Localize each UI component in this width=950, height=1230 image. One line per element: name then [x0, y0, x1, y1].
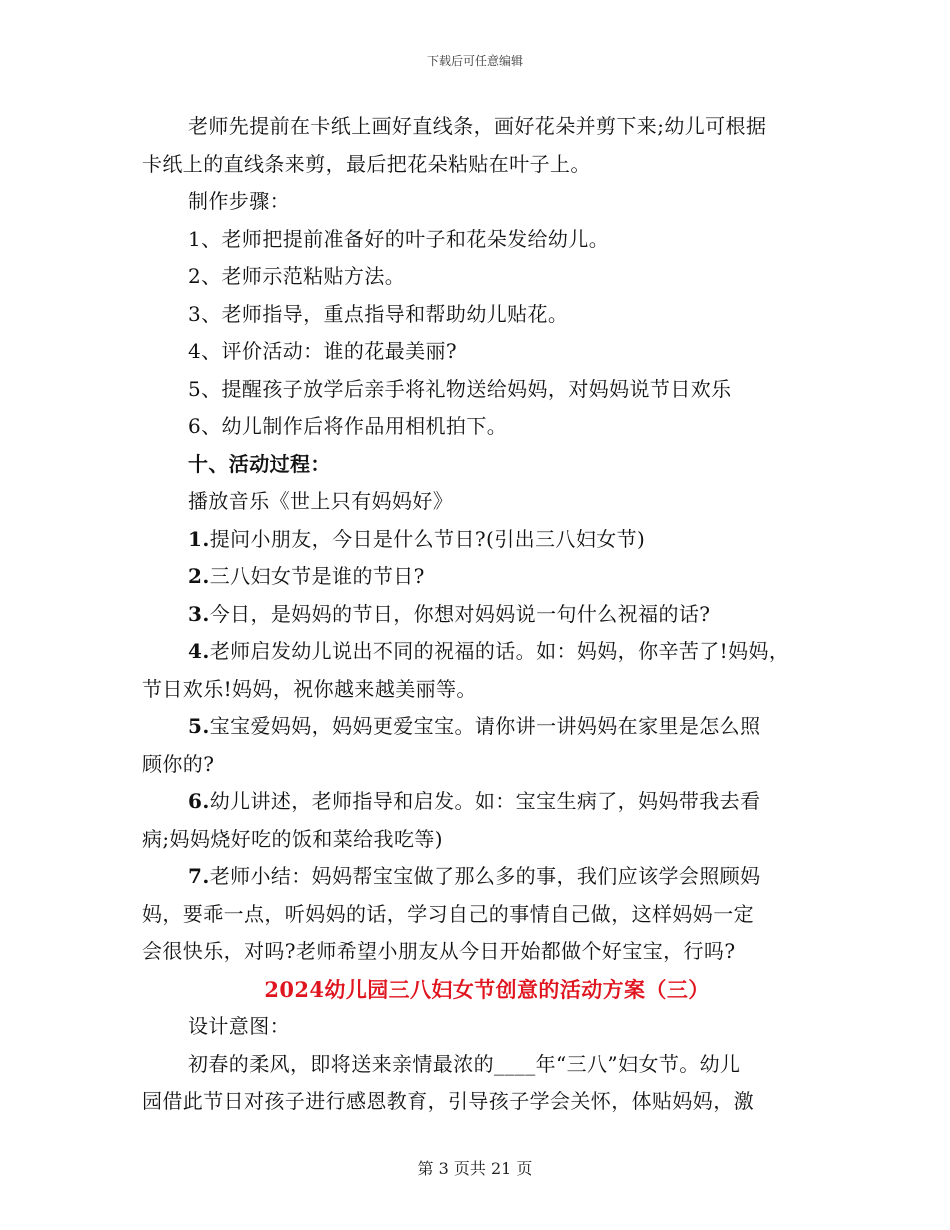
design-title: 设计意图： [188, 1014, 290, 1038]
paragraph-line: 病;妈妈烧好吃的饭和菜给我吃等) [142, 826, 443, 851]
question-number: 1. [188, 526, 210, 551]
question-item [142, 521, 822, 559]
section-heading: 十、活动过程： [188, 451, 331, 476]
question-item [142, 858, 822, 896]
question-number: 3. [188, 601, 210, 626]
question-item [142, 708, 822, 746]
question-item [142, 558, 822, 596]
question-text: 老师启发幼儿说出不同的祝福的话。如：妈妈，你辛苦了!妈妈， [209, 639, 790, 663]
question-number: 4. [188, 639, 210, 663]
music-line: 播放音乐《世上只有妈妈好》 [188, 489, 454, 513]
question-text: 今日，是妈妈的节日，你想对妈妈说一句什么祝福的话? [209, 601, 711, 626]
paragraph-line: 节日欢乐!妈妈，祝你越来越美丽等。 [142, 676, 477, 701]
paragraph-line: 会很快乐，对吗?老师希望小朋友从今日开始都做个好宝宝，行吗? [142, 939, 736, 963]
question-number: 7. [188, 864, 210, 888]
paragraph-line: 老师先提前在卡纸上画好直线条，画好花朵并剪下来;幼儿可根据 [188, 114, 767, 138]
question-text: 三八妇女节是谁的节日? [209, 564, 425, 588]
paragraph-line: 妈，要乖一点，听妈妈的话，学习自己的事情自己做，这样妈妈一定 [142, 901, 754, 926]
question-item [142, 633, 822, 671]
step-item: 3、老师指导，重点指导和帮助幼儿贴花。 [188, 301, 569, 326]
page-header: 下载后可任意编辑 [426, 54, 523, 68]
document-body [142, 108, 822, 1121]
question-number: 6. [188, 789, 210, 813]
paragraph-line: 卡纸上的直线条来剪，最后把花朵粘贴在叶子上。 [142, 151, 591, 176]
question-number: 2. [188, 564, 210, 588]
question-number: 5. [188, 714, 210, 738]
page-footer: 第 3 页共 21 页 [417, 1159, 533, 1178]
step-item: 5、提醒孩子放学后亲手将礼物送给妈妈，对妈妈说节日欢乐 [188, 376, 732, 401]
steps-title: 制作步骤： [188, 189, 290, 213]
question-text: 老师小结：妈妈帮宝宝做了那么多的事，我们应该学会照顾妈 [209, 864, 761, 888]
step-item: 4、评价活动：谁的花最美丽? [188, 339, 458, 363]
section-title-red: 2024幼儿园三八妇女节创意的活动方案（三） [264, 976, 710, 1002]
paragraph-line: 初春的柔风，即将送来亲情最浓的____年“三八”妇女节。幼儿 [188, 1051, 741, 1076]
paragraph-line: 顾你的? [142, 751, 215, 776]
question-text: 宝宝爱妈妈，妈妈更爱宝宝。请你讲一讲妈妈在家里是怎么照 [209, 714, 761, 738]
question-text: 幼儿讲述，老师指导和启发。如：宝宝生病了，妈妈带我去看 [209, 789, 761, 813]
question-item [142, 783, 822, 821]
question-item [142, 596, 822, 634]
step-item: 6、幼儿制作后将作品用相机拍下。 [188, 414, 508, 438]
step-item: 2、老师示范粘贴方法。 [188, 264, 406, 288]
question-text: 提问小朋友，今日是什么节日?(引出三八妇女节) [209, 526, 646, 551]
paragraph-line: 园借此节日对孩子进行感恩教育，引导孩子学会关怀，体贴妈妈，激 [142, 1089, 754, 1113]
step-item: 1、老师把提前准备好的叶子和花朵发给幼儿。 [188, 226, 610, 251]
